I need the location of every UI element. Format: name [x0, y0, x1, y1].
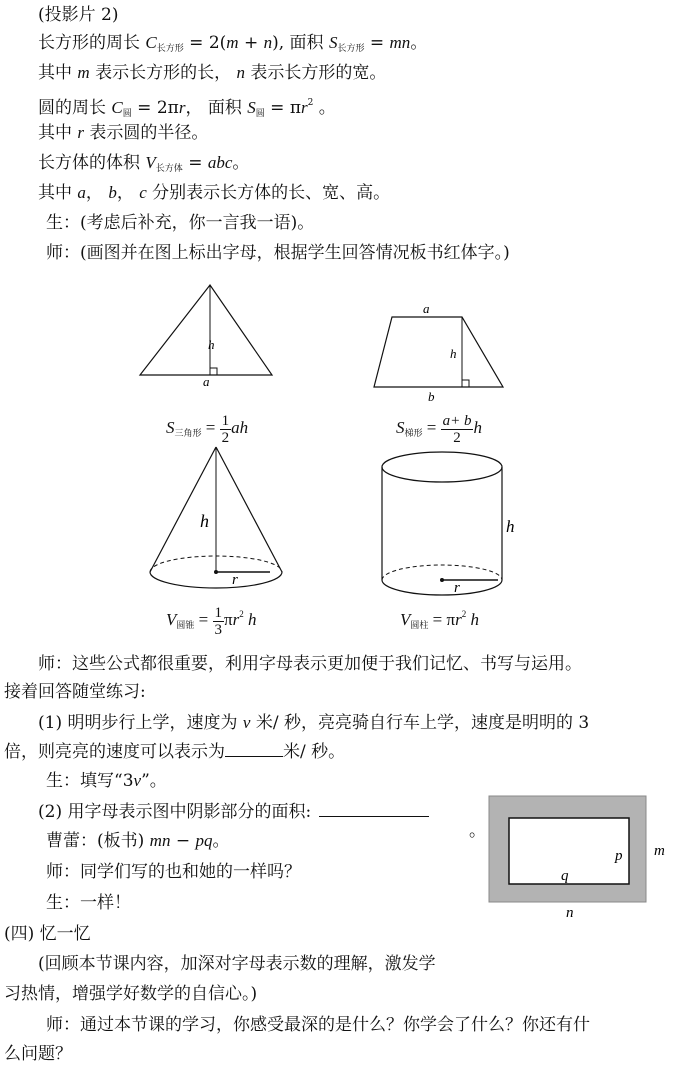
text: ， 面积 [185, 98, 248, 118]
denominator: 2 [221, 429, 230, 446]
rect-label-p: p [615, 848, 623, 864]
line-exercise-intro: 接着回答随堂练习: [4, 682, 146, 702]
text: ， [85, 183, 109, 203]
var: S [247, 98, 256, 117]
text: (2) 用字母表示图中阴影部分的面积: [38, 802, 312, 822]
text: = [182, 153, 208, 173]
var: S [328, 33, 338, 52]
text: (1) 明明步行上学，速度为 [38, 713, 243, 733]
var: h [243, 610, 257, 629]
var: n [236, 63, 245, 82]
var: C [111, 98, 123, 117]
text: = [201, 418, 220, 437]
formula-trapezoid-area [396, 412, 482, 449]
var: v [133, 771, 142, 790]
var: r [232, 610, 240, 629]
text: 表示长方形的长， [89, 63, 237, 83]
line-exercise-1 [38, 712, 589, 734]
line-slide-label: (投影片 2) [38, 5, 119, 25]
rect-label-q: q [561, 868, 569, 884]
line-student-2 [46, 770, 167, 792]
var: V [145, 153, 156, 172]
denominator: 3 [214, 621, 222, 638]
text: 倍，则亮亮的速度可以表示为 [4, 742, 225, 762]
text: = [422, 418, 441, 437]
triangle-shape [140, 285, 272, 375]
numerator: 1 [221, 412, 230, 429]
text: + [238, 33, 264, 53]
superscript: 2 [307, 98, 314, 108]
var: C [145, 33, 157, 52]
line-student-3: 生：一样！ [46, 893, 131, 913]
line-review-2: 习热情，增强学好数学的自信心。) [4, 984, 258, 1004]
line-teacher-4-cont: 么问题？ [4, 1044, 72, 1064]
inner-white-rect [509, 818, 629, 884]
text: 分别表示长方体的长、宽、高。 [146, 183, 391, 203]
var: a [77, 183, 86, 202]
subscript: 圆 [122, 109, 132, 119]
var: mn [149, 831, 171, 850]
text: π [224, 610, 233, 629]
line-student-cao [46, 830, 230, 852]
text: ”。 [141, 771, 167, 791]
var: pq [195, 831, 213, 850]
text: 曹蕾：(板书) [46, 831, 150, 851]
text: 。 [232, 153, 250, 173]
text: 长方体的体积 [38, 153, 146, 173]
cylinder-base-front [382, 580, 502, 595]
var: c [139, 183, 147, 202]
var: v [242, 713, 251, 732]
triangle-right-angle-mark [210, 368, 217, 375]
text: 。 [212, 831, 230, 851]
superscript: 2 [239, 609, 244, 619]
var: abc [207, 153, 233, 172]
text: ), 面积 [272, 33, 329, 53]
cylinder-top [382, 452, 502, 482]
cone-base-front [150, 572, 282, 588]
text: = 2π [131, 98, 179, 118]
text: = 2( [183, 33, 227, 53]
cone-label-h: h [200, 511, 209, 531]
text: 米/ 秒。 [283, 742, 346, 762]
text: 生：填写“3 [46, 771, 134, 791]
var: r [301, 98, 308, 117]
text: 圆的周长 [38, 98, 112, 118]
var: h [473, 418, 482, 437]
cone-left-edge [150, 447, 216, 572]
triangle-label-a: a [203, 374, 210, 389]
rect-label-m: m [654, 843, 665, 859]
numerator: a+ b [442, 412, 472, 429]
text: 表示圆的半径。 [84, 123, 209, 143]
subscript: 梯形 [404, 428, 423, 438]
line-teacher-1: 师：(画图并在图上标出字母，根据学生回答情况板书红体字。) [46, 243, 510, 263]
cone-center-dot [214, 570, 218, 574]
cylinder-center-dot [440, 578, 444, 582]
var: S [396, 418, 405, 437]
trapezoid-label-h: h [450, 346, 457, 361]
var: mn [389, 33, 411, 52]
text: = [364, 33, 390, 53]
cylinder-label-r: r [454, 580, 460, 596]
cylinder-label-h: h [506, 517, 515, 536]
trapezoid-right-angle-mark [462, 380, 469, 387]
subscript: 圆柱 [410, 620, 429, 630]
line-exercise-2 [38, 800, 429, 823]
superscript: 2 [461, 609, 467, 619]
cylinder-base-back [382, 565, 502, 580]
var: n [263, 33, 273, 52]
var: V [166, 610, 177, 629]
fraction [441, 413, 474, 446]
text: = [194, 610, 213, 629]
var: r [77, 123, 85, 142]
fraction [220, 413, 232, 446]
var: r [455, 610, 462, 629]
var: m [226, 33, 239, 52]
period-mark: 。 [469, 821, 486, 841]
section-heading: (四) 忆一忆 [4, 924, 91, 944]
text: 。 [313, 98, 336, 118]
text: = π [264, 98, 301, 118]
var: m [77, 63, 90, 82]
var: r [178, 98, 186, 117]
triangle-label-h: h [208, 337, 215, 352]
numerator: 1 [214, 604, 222, 621]
text: 。 [410, 33, 428, 53]
formula-triangle-area [166, 412, 248, 449]
var: b [108, 183, 117, 202]
text: 其中 [38, 123, 78, 143]
subscript: 长方形 [156, 44, 184, 54]
trapezoid-label-a: a [423, 301, 430, 316]
var: h [466, 610, 479, 629]
subscript: 长方形 [337, 44, 365, 54]
text: 其中 [38, 183, 78, 203]
var: ah [231, 418, 249, 437]
subscript: 圆锥 [176, 620, 195, 630]
line-teacher-4: 师：通过本节课的学习，你感受最深的是什么？你学会了什么？你还有什 [46, 1015, 590, 1035]
cone-right-edge [216, 447, 282, 572]
subscript: 圆 [255, 109, 265, 119]
denominator: 2 [453, 429, 461, 446]
cone-label-r: r [232, 572, 238, 588]
text: − [170, 831, 196, 851]
line-exercise-1-cont [4, 740, 345, 763]
subscript: 长方体 [155, 164, 183, 174]
line-review-1: (回顾本节课内容，加深对字母表示数的理解，激发学 [38, 954, 436, 974]
text: 表示长方形的宽。 [245, 63, 387, 83]
trapezoid-label-b: b [428, 389, 435, 404]
var: V [400, 610, 411, 629]
text: 米/ 秒，亮亮骑自行车上学，速度是明明的 3 [250, 713, 590, 733]
fraction [213, 605, 225, 638]
var: S [166, 418, 175, 437]
answer-blank[interactable] [225, 740, 283, 757]
formula-cone-volume [166, 598, 256, 641]
subscript: 三角形 [174, 428, 202, 438]
text: = π [428, 610, 456, 629]
line-teacher-2: 师：这些公式都很重要，利用字母表示更加便于我们记忆、书写与运用。 [38, 654, 582, 674]
trapezoid-shape [374, 317, 503, 387]
formula-cylinder-volume [400, 598, 479, 641]
text: 其中 [38, 63, 78, 83]
text: ， [116, 183, 140, 203]
line-teacher-3: 师：同学们写的也和她的一样吗？ [46, 862, 301, 882]
text: 长方形的周长 [38, 33, 146, 53]
line-student-1: 生：(考虑后补充，你一言我一语)。 [46, 213, 315, 233]
answer-blank[interactable] [319, 800, 429, 817]
rect-label-n: n [566, 905, 574, 921]
